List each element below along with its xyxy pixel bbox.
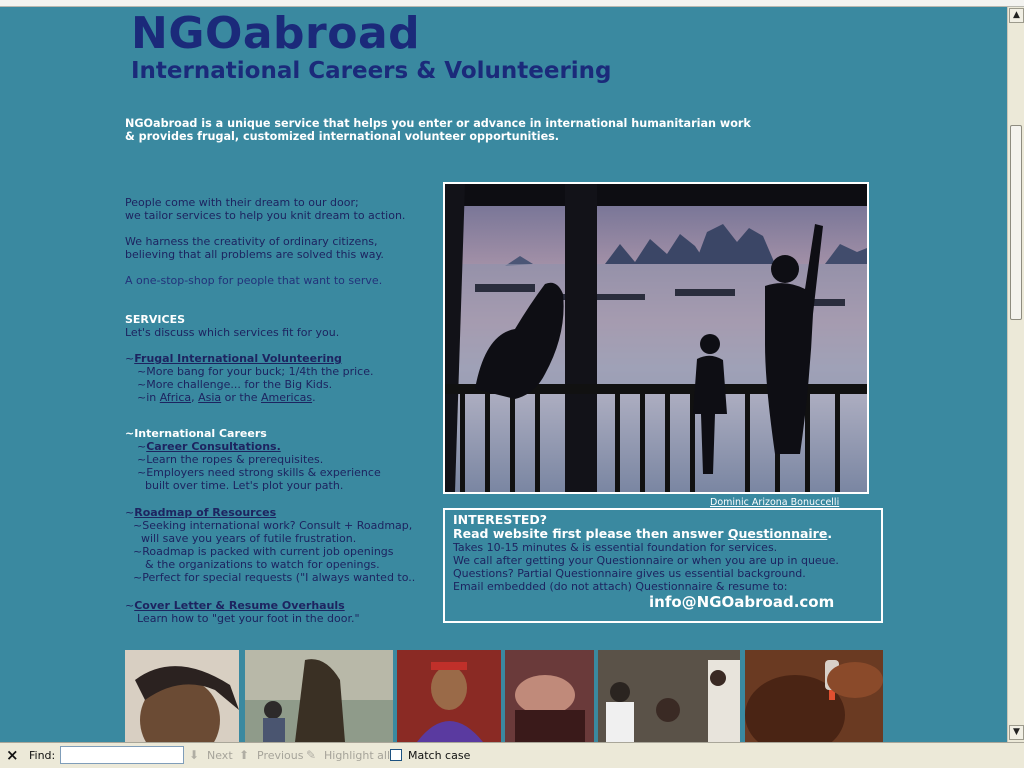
careers-heading: ~International Careers	[125, 427, 267, 440]
photo-credit[interactable]: Dominic Arizona Bonuccelli	[710, 497, 840, 508]
read-prefix: Read website first please then answer	[453, 526, 728, 541]
scroll-down-button[interactable]: ▼	[1009, 725, 1024, 740]
match-case-label[interactable]: Match case	[408, 749, 471, 762]
frugal-regions-line	[125, 391, 374, 404]
roadmap-line: will save you years of futile frustration.	[141, 532, 357, 545]
scroll-up-button[interactable]: ▲	[1009, 8, 1024, 23]
frugal-line: ~More bang for your buck; 1/4th the price.	[137, 365, 374, 378]
interested-line: We call after getting your Questionnaire or when you are up in queue.	[453, 554, 839, 567]
mission-line: We harness the creativity of ordinary citizens,	[125, 235, 378, 248]
intro-line: & provides frugal, customized international volunteer opportunities.	[125, 130, 560, 143]
services-heading: SERVICES	[125, 313, 186, 326]
cover-letter-link[interactable]: Cover Letter & Resume Overhauls	[134, 599, 345, 612]
frugal-volunteering-link[interactable]: Frugal International Volunteering	[134, 352, 342, 365]
africa-link[interactable]: Africa	[159, 391, 192, 404]
silhouette-photo-image	[445, 184, 867, 492]
interested-line: Email embedded (do not attach) Questionnaire & resume to:	[453, 580, 788, 593]
or-the: or the	[221, 391, 261, 404]
find-previous-button[interactable]: Previous	[257, 749, 304, 762]
interested-heading: INTERESTED?	[453, 512, 548, 527]
americas-link[interactable]: Americas	[260, 391, 313, 404]
browser-top-edge	[0, 0, 1024, 7]
mission-paragraph-2	[125, 235, 384, 261]
portrait-image	[125, 650, 239, 742]
match-case-checkbox[interactable]	[390, 749, 402, 761]
thumbnail-photo-1	[125, 650, 239, 742]
questionnaire-line	[453, 527, 873, 541]
careers-section	[125, 427, 381, 492]
thumbnail-photo-3	[397, 650, 501, 742]
careers-line: built over time. Let's plot your path.	[145, 479, 344, 492]
mission-paragraph-1	[125, 196, 405, 222]
services-section	[125, 313, 339, 339]
roadmap-line: ~Seeking international work? Consult + Roadmap,	[133, 519, 413, 532]
roadmap-line: & the organizations to watch for openings.	[145, 558, 380, 571]
clinic-image	[598, 650, 740, 742]
roadmap-link[interactable]: Roadmap of Resources	[134, 506, 277, 519]
interested-box	[443, 508, 883, 623]
cover-letter-section	[125, 599, 360, 625]
cover-letter-line: Learn how to "get your foot in the door."	[137, 612, 360, 625]
tilde: ~	[125, 352, 135, 365]
roadmap-line: ~Perfect for special requests ("I always wanted to..	[133, 571, 416, 584]
find-next-button[interactable]: Next	[207, 749, 233, 762]
questionnaire-link[interactable]: Questionnaire	[727, 526, 828, 541]
next-arrow-icon[interactable]: ⬇	[189, 748, 200, 762]
mission-line: People come with their dream to our door;	[125, 196, 359, 209]
read-suffix: .	[827, 526, 833, 541]
hands-working-image	[505, 650, 594, 742]
scrollbar-thumb[interactable]	[1010, 125, 1022, 320]
mission-paragraph-3: A one-stop-shop for people that want to serve.	[125, 274, 383, 287]
frugal-volunteering-section	[125, 352, 374, 404]
regions-prefix: ~in	[137, 391, 160, 404]
vaccine-drops-image	[745, 650, 883, 742]
thumbnail-photo-2	[245, 650, 393, 742]
woman-portrait-image	[397, 650, 501, 742]
previous-arrow-icon[interactable]: ⬆	[239, 748, 250, 762]
tilde: ~	[125, 599, 135, 612]
crowd-image	[245, 650, 393, 742]
close-icon[interactable]: ×	[6, 746, 19, 764]
career-consultations-link[interactable]: Career Consultations.	[146, 440, 281, 453]
mission-line: believing that all problems are solved this way.	[125, 248, 384, 261]
tilde: ~	[137, 440, 147, 453]
intro-text	[125, 117, 825, 143]
find-input[interactable]	[60, 746, 184, 764]
highlight-all-button[interactable]: Highlight all	[324, 749, 391, 762]
careers-line: ~Learn the ropes & prerequisites.	[137, 453, 324, 466]
careers-line: ~Employers need strong skills & experience	[137, 466, 381, 479]
vertical-scrollbar[interactable]	[1007, 7, 1024, 742]
featured-photo	[443, 182, 869, 494]
period: .	[312, 391, 316, 404]
interested-line: Takes 10-15 minutes & is essential foundation for services.	[453, 541, 778, 554]
mission-line: we tailor services to help you knit dream to action.	[125, 209, 406, 222]
highlight-icon[interactable]: ✎	[306, 748, 317, 762]
frugal-line: ~More challenge... for the Big Kids.	[137, 378, 333, 391]
site-subtitle: International Careers & Volunteering	[131, 58, 612, 84]
find-label: Find:	[29, 749, 56, 762]
roadmap-section	[125, 506, 415, 584]
intro-line: NGOabroad is a unique service that helps you enter or advance in international humanitarian work	[125, 117, 751, 130]
site-title: NGOabroad	[131, 8, 421, 59]
asia-link[interactable]: Asia	[198, 391, 222, 404]
roadmap-line: ~Roadmap is packed with current job openings	[133, 545, 394, 558]
thumbnail-photo-4	[505, 650, 594, 742]
thumbnail-photo-5	[598, 650, 740, 742]
comma: ,	[191, 391, 199, 404]
services-subheading: Let's discuss which services fit for you.	[125, 326, 340, 339]
thumbnail-photo-6	[745, 650, 883, 742]
find-bar	[0, 742, 1024, 768]
tilde: ~	[125, 506, 135, 519]
contact-email[interactable]: info@NGOabroad.com	[649, 593, 835, 611]
interested-line: Questions? Partial Questionnaire gives us essential background.	[453, 567, 806, 580]
web-page	[0, 7, 1007, 742]
